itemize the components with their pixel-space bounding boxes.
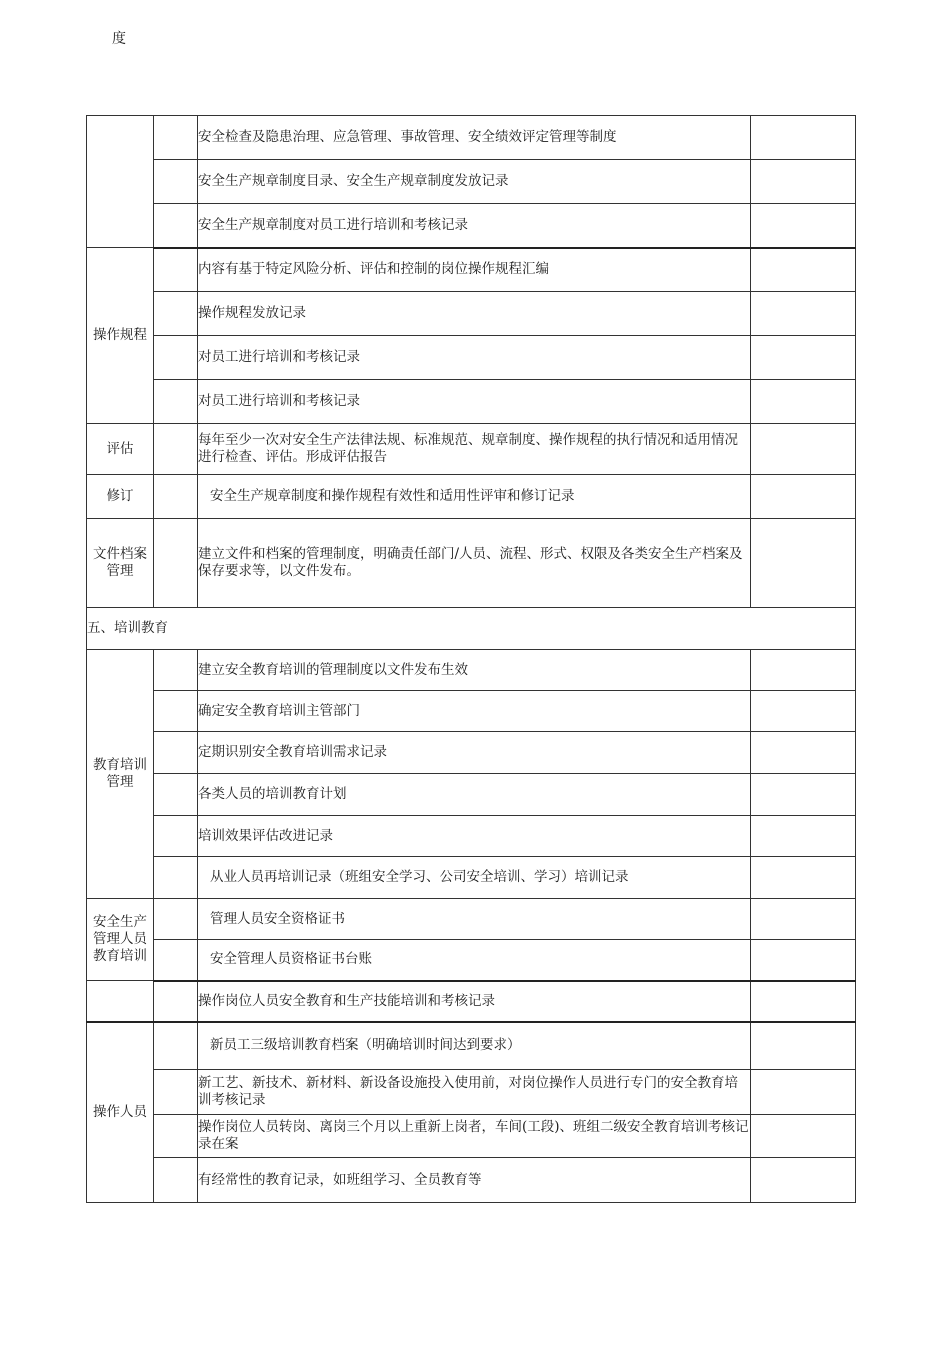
item-text: 操作岗位人员转岗、离岗三个月以上重新上岗者，车间(工段)、班组二级安全教育培训考核记录在案 [198, 1115, 751, 1158]
number-cell [154, 204, 198, 248]
number-cell [154, 292, 198, 336]
table-row [87, 816, 856, 857]
number-cell [154, 940, 198, 981]
item-text: 每年至少一次对安全生产法律法规、标准规范、规章制度、操作规程的执行情况和适用情况进行检查、评估。形成评估报告 [198, 424, 751, 475]
item-text: 有经常性的教育记录，如班组学习、全员教育等 [198, 1158, 751, 1203]
category-label-revision: 修订 [87, 475, 154, 519]
number-cell [154, 774, 198, 816]
result-cell[interactable] [751, 857, 856, 899]
result-cell[interactable] [751, 160, 856, 204]
item-text: 安全检查及隐患治理、应急管理、事故管理、安全绩效评定管理等制度 [198, 116, 751, 160]
number-cell [154, 1070, 198, 1115]
item-text: 定期识别安全教育培训需求记录 [198, 732, 751, 774]
result-cell[interactable] [751, 732, 856, 774]
result-cell[interactable] [751, 116, 856, 160]
result-cell[interactable] [751, 899, 856, 940]
item-text: 管理人员安全资格证书 [198, 899, 751, 940]
number-cell [154, 899, 198, 940]
number-cell [154, 336, 198, 380]
page-top-fragment: 度 [112, 31, 126, 47]
item-text-overflow: 建立文件和档案的管理制度，明确责任部门/人员、流程、形式、权限及各类安全生产档案及保存要求等，以文件发布。 [198, 546, 743, 579]
result-cell[interactable] [751, 816, 856, 857]
result-cell[interactable] [751, 519, 856, 608]
table-row [87, 1115, 856, 1158]
item-text [198, 519, 751, 608]
number-cell [154, 1022, 198, 1070]
table-row [87, 336, 856, 380]
category-label-evaluation: 评估 [87, 424, 154, 475]
table-row [87, 160, 856, 204]
number-cell [154, 160, 198, 204]
number-cell [154, 650, 198, 691]
item-text: 操作岗位人员安全教育和生产技能培训和考核记录 [198, 981, 751, 1022]
number-cell [154, 248, 198, 292]
table-row [87, 380, 856, 424]
number-cell [154, 475, 198, 519]
category-label-document-archive: 文件档案管理 [87, 519, 154, 608]
item-text: 培训效果评估改进记录 [198, 816, 751, 857]
item-text: 新工艺、新技术、新材料、新设备设施投入使用前，对岗位操作人员进行专门的安全教育培训考核记录 [198, 1070, 751, 1115]
table-row [87, 691, 856, 732]
number-cell [154, 1158, 198, 1203]
number-cell [154, 981, 198, 1022]
item-text: 对员工进行培训和考核记录 [198, 336, 751, 380]
number-cell [154, 1115, 198, 1158]
table-row [87, 424, 856, 475]
result-cell[interactable] [751, 1070, 856, 1115]
result-cell[interactable] [751, 774, 856, 816]
table-row [87, 248, 856, 292]
number-cell [154, 816, 198, 857]
number-cell [154, 380, 198, 424]
item-text: 安全生产规章制度目录、安全生产规章制度发放记录 [198, 160, 751, 204]
table-row [87, 650, 856, 691]
result-cell[interactable] [751, 336, 856, 380]
table-row [87, 774, 856, 816]
item-text: 对员工进行培训和考核记录 [198, 380, 751, 424]
item-text: 操作规程发放记录 [198, 292, 751, 336]
table-row [87, 292, 856, 336]
result-cell[interactable] [751, 424, 856, 475]
item-text: 建立安全教育培训的管理制度以文件发布生效 [198, 650, 751, 691]
number-cell [154, 519, 198, 608]
item-text: 各类人员的培训教育计划 [198, 774, 751, 816]
number-cell [154, 116, 198, 160]
item-text: 安全生产规章制度和操作规程有效性和适用性评审和修订记录 [198, 475, 751, 519]
table-row [87, 857, 856, 899]
checklist-table [86, 115, 856, 1203]
category-label-operating-rules: 操作规程 [87, 248, 154, 424]
table-row [87, 1070, 856, 1115]
section-title: 五、培训教育 [87, 608, 856, 650]
number-cell [154, 691, 198, 732]
category-cell-empty [87, 981, 154, 1022]
result-cell[interactable] [751, 981, 856, 1022]
table-row [87, 116, 856, 160]
number-cell [154, 732, 198, 774]
item-text: 新员工三级培训教育档案（明确培训时间达到要求） [198, 1022, 751, 1070]
table-row [87, 899, 856, 940]
result-cell[interactable] [751, 1158, 856, 1203]
category-cell-continued [87, 116, 154, 248]
table-row [87, 1158, 856, 1203]
result-cell[interactable] [751, 650, 856, 691]
number-cell [154, 424, 198, 475]
result-cell[interactable] [751, 248, 856, 292]
result-cell[interactable] [751, 204, 856, 248]
result-cell[interactable] [751, 380, 856, 424]
result-cell[interactable] [751, 940, 856, 981]
result-cell[interactable] [751, 1115, 856, 1158]
item-text: 内容有基于特定风险分析、评估和控制的岗位操作规程汇编 [198, 248, 751, 292]
category-label-education-management: 教育培训管理 [87, 650, 154, 899]
item-text: 确定安全教育培训主管部门 [198, 691, 751, 732]
item-text: 安全生产规章制度对员工进行培训和考核记录 [198, 204, 751, 248]
result-cell[interactable] [751, 691, 856, 732]
item-text: 安全管理人员资格证书台账 [198, 940, 751, 981]
table-row [87, 732, 856, 774]
table-row [87, 940, 856, 981]
table-row [87, 475, 856, 519]
category-label-operators: 操作人员 [87, 1022, 154, 1203]
item-text: 从业人员再培训记录（班组安全学习、公司安全培训、学习）培训记录 [198, 857, 751, 899]
table-row [87, 519, 856, 608]
result-cell[interactable] [751, 1022, 856, 1070]
table-row [87, 981, 856, 1022]
table-row [87, 204, 856, 248]
section-row [87, 608, 856, 650]
table-row [87, 1022, 856, 1070]
category-label-safety-managers: 安全生产管理人员教育培训 [87, 899, 154, 981]
number-cell [154, 857, 198, 899]
result-cell[interactable] [751, 292, 856, 336]
result-cell[interactable] [751, 475, 856, 519]
